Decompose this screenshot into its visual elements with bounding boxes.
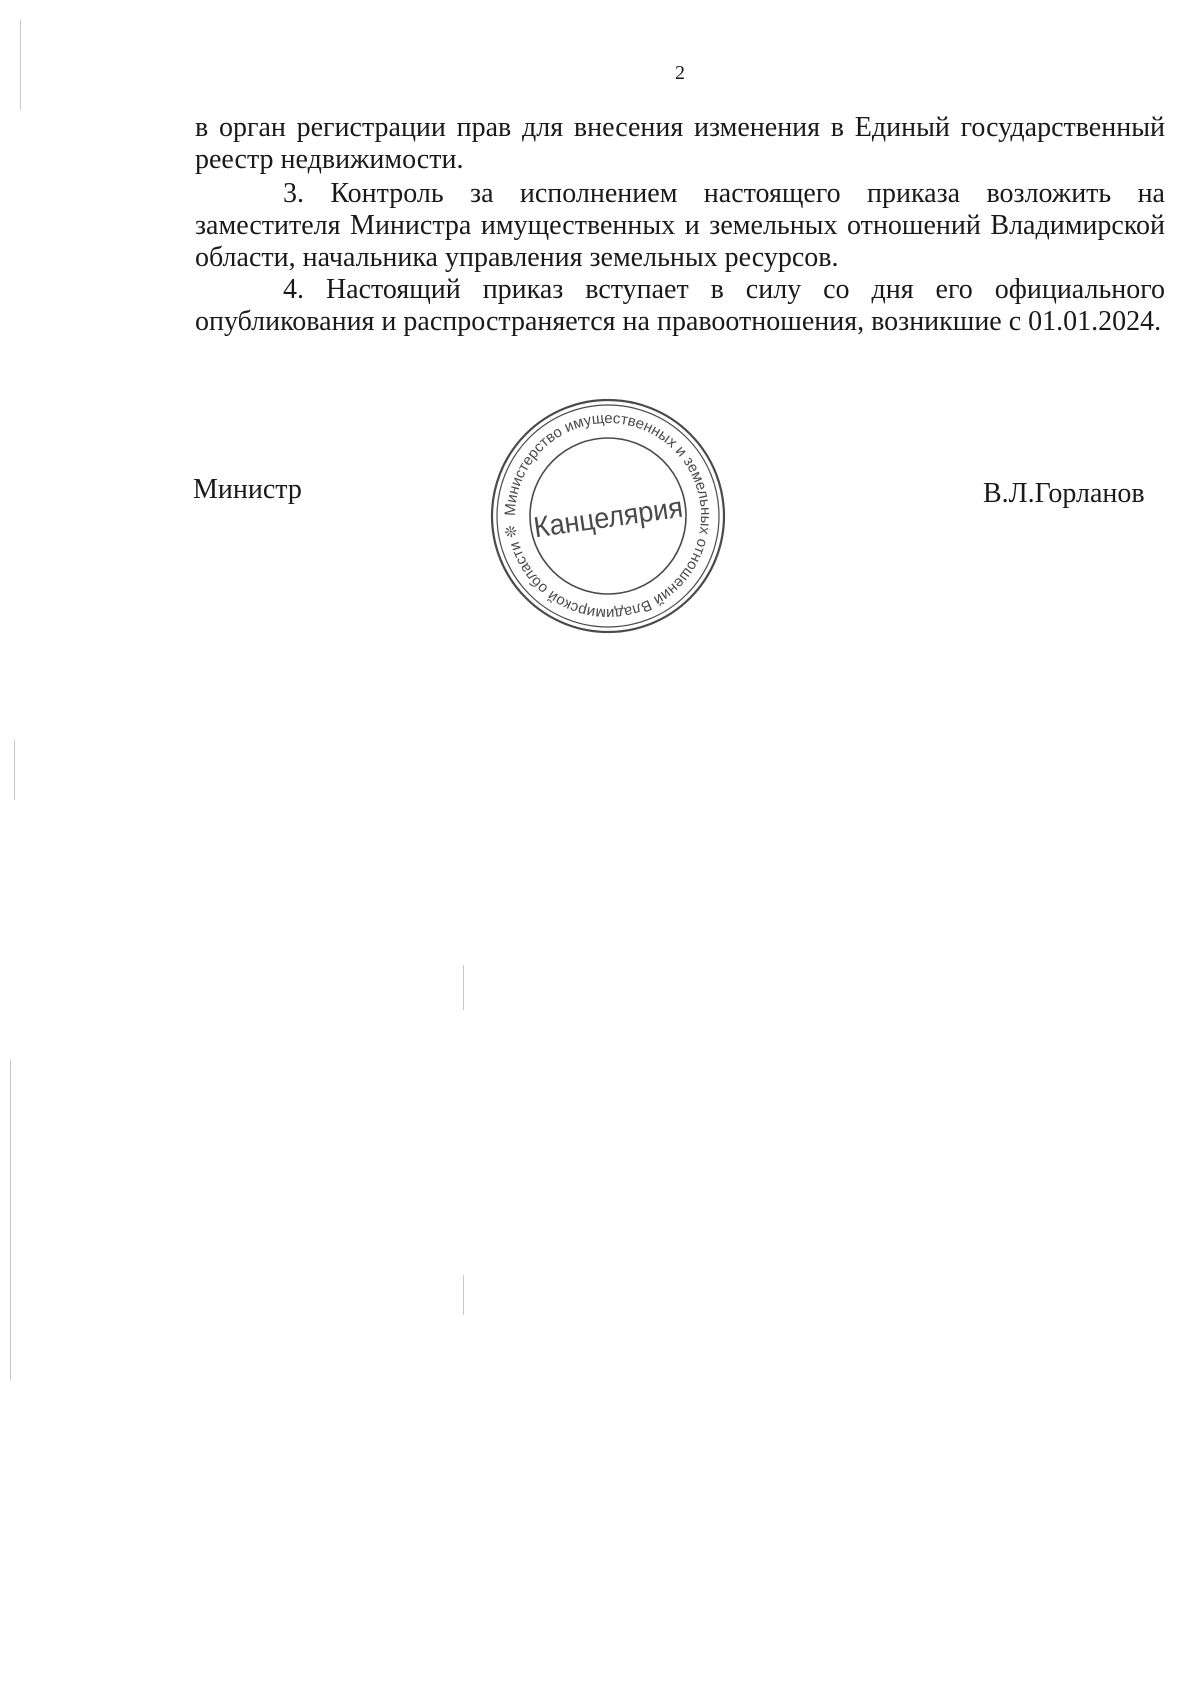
paragraph-item-3: 3. Контроль за исполнением настоящего приказа возложить на заместителя Министра имущественных и земельных отношений Владимирской области, начальника управления земельных ресурсов. bbox=[195, 178, 1165, 273]
scan-center-mark bbox=[463, 1275, 464, 1315]
document-body bbox=[195, 112, 1165, 338]
seal-stamp-graphic bbox=[488, 396, 728, 636]
paragraph-continuation: в орган регистрации прав для внесения изменения в Единый государственный реестр недвижимости. bbox=[195, 112, 1165, 175]
paragraph-item-4: 4. Настоящий приказ вступает в силу со дня его официального опубликования и распространяется на правоотношения, возникшие с 01.01.2024. bbox=[195, 274, 1165, 337]
seal-ring-text-path: Министерство имущественных и земельных отношений Владимирской области ❊ bbox=[501, 409, 715, 623]
scan-edge-mark bbox=[14, 740, 15, 800]
scan-edge-mark bbox=[20, 20, 21, 110]
signatory-name: В.Л.Горланов bbox=[983, 478, 1145, 509]
seal-center-text: Канцелярия bbox=[531, 490, 696, 545]
scan-edge-mark bbox=[10, 1060, 11, 1380]
official-seal bbox=[488, 396, 728, 636]
signatory-position: Министр bbox=[193, 474, 302, 505]
scan-center-mark bbox=[463, 965, 464, 1010]
page-number: 2 bbox=[675, 62, 685, 84]
